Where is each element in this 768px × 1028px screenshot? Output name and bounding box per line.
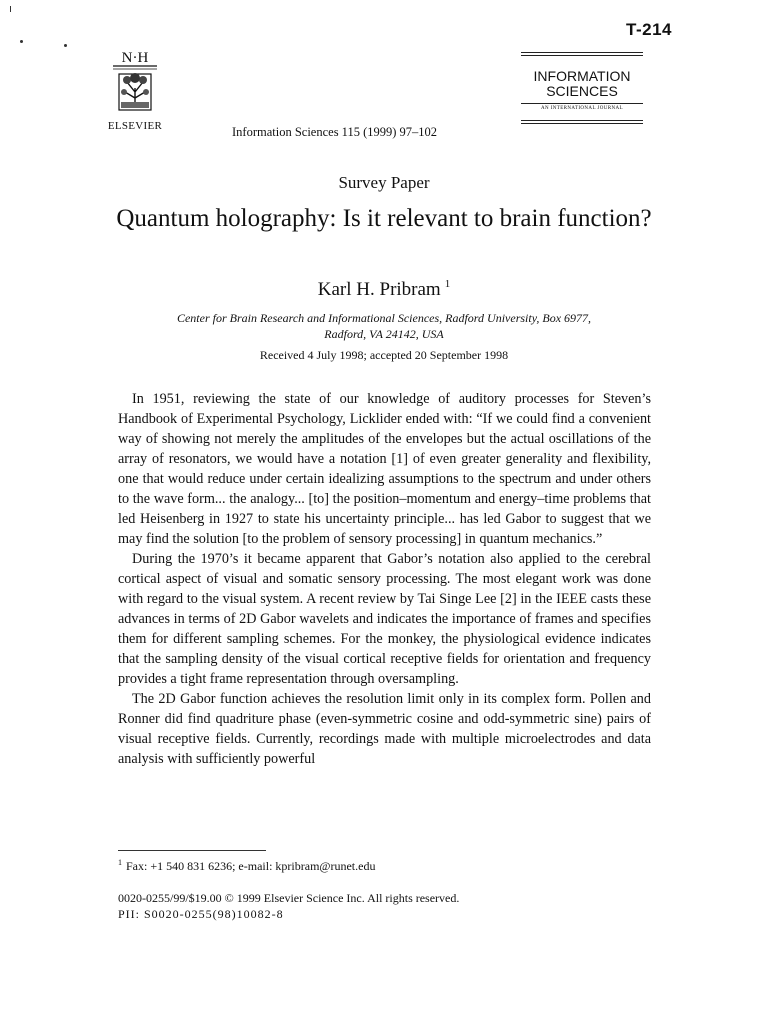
journal-title-line1: INFORMATION <box>533 68 631 84</box>
paper-title: Quantum holography: Is it relevant to brain function? <box>116 205 652 232</box>
affiliation <box>130 310 638 342</box>
footnote-text: Fax: +1 540 831 6236; e-mail: kpribram@runet.edu <box>126 859 376 873</box>
journal-citation: Information Sciences 115 (1999) 97–102 <box>232 125 438 139</box>
footnote-mark: 1 <box>118 858 122 867</box>
paper-type: Survey Paper <box>338 173 430 192</box>
paragraph: The 2D Gabor function achieves the resolution limit only in its complex form. Pollen and Ronner did find quadriture phase (even-symmetric cosine and odd-symmetric sine) pairs of visual receptive fields. Currently, recordings made with multiple microelectrodes and data analysis with sufficiently powerful <box>118 691 651 767</box>
copyright-line: 0020-0255/99/$19.00 © 1999 Elsevier Science Inc. All rights reserved. <box>118 891 460 905</box>
affiliation-line1: Center for Brain Research and Informational Sciences, Radford University, Box 6977, <box>176 311 592 325</box>
masthead-top-rule <box>521 52 643 56</box>
paragraph: In 1951, reviewing the state of our knowledge of auditory processes for Steven’s Handbook of Experimental Psychology, Licklider ended with: “If we could find a convenient way of showing not merely the amplitudes of the envelopes but the actual oscillations of the array of resonators, we would have a notation [1] of even greater generality and flexibility, one that would reduce under certain idealizing assumptions to the spectrum and under others to the wave form... the analogy... [to] the position–momentum and energy–time problems that led Heisenberg in 1927 to state his uncertainty principle... has led Gabor to suggest that we may find the solution [to the problem of sensory processing] in quantum mechanics.” <box>118 391 651 547</box>
paragraph: During the 1970’s it became apparent that Gabor’s notation also applied to the cerebral cortical aspect of visual and somatic sensory processing. The most elegant work was done with regard to the visual system. A recent review by Tai Singe Lee [2] in the IEEE casts these advances in terms of 2D Gabor wavelets and indicates the importance of frames and specifies them for different sampling schemes. For the monkey, the physiological evidence indicates that the sampling density of the visual cortical receptive fields for orientation and frequency provides a tight frame representation through oversampling. <box>118 551 651 687</box>
author-line <box>0 278 768 301</box>
pii-line: PII: S0020-0255(98)10082-8 <box>118 907 284 921</box>
author-footnote-mark: 1 <box>444 278 451 290</box>
author-name: Karl H. Pribram <box>317 279 441 300</box>
journal-subtitle: AN INTERNATIONAL JOURNAL <box>521 103 643 111</box>
logo-lettering: N·H <box>121 50 149 66</box>
footnote-rule <box>118 850 266 851</box>
body-text <box>118 389 651 769</box>
publisher-block <box>96 48 174 132</box>
scan-speck <box>20 40 23 43</box>
affiliation-line2: Radford, VA 24142, USA <box>324 327 444 341</box>
scan-speck <box>10 6 11 12</box>
masthead-bottom-rule <box>521 120 643 124</box>
scan-speck <box>64 44 67 47</box>
elsevier-tree-logo <box>107 48 163 118</box>
journal-title-line2: SCIENCES <box>546 83 618 99</box>
footnote <box>118 858 375 874</box>
document-code: T-214 <box>626 20 672 39</box>
publisher-name: ELSEVIER <box>107 120 163 132</box>
received-dates: Received 4 July 1998; accepted 20 September 1998 <box>259 348 509 362</box>
journal-masthead <box>521 52 643 124</box>
